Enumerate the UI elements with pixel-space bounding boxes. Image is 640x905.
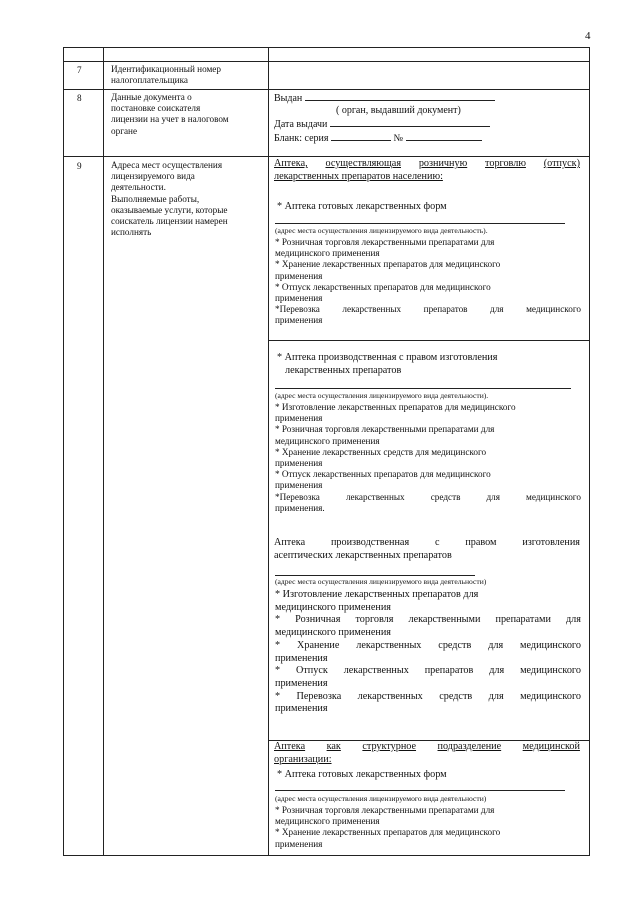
page-number: 4 [585, 30, 591, 42]
table-top-border [63, 47, 590, 48]
aseptic-section-heading: Аптека производственная с правом изготовления асептических лекарственных препаратов [274, 537, 580, 561]
table-bottom-border [63, 855, 590, 856]
issue-date-label: Дата выдачи [274, 119, 328, 130]
series-field[interactable] [331, 131, 391, 141]
application-table [63, 47, 590, 856]
medical-address-caption: (адрес места осуществления лицензируемого вида деятельности) [275, 794, 487, 803]
row-number-9: 9 [77, 161, 82, 171]
medical-activity-list: * Розничная торговля лекарственными препаратами для медицинского применения * Хранение лекарственных препаратов для медицинского применения [275, 805, 501, 849]
issued-field[interactable] [305, 91, 495, 101]
section-divider [268, 340, 590, 341]
retail-address-caption: (адрес места осуществления лицензируемого вида деятельность). [275, 226, 488, 235]
number-sign: № [393, 133, 404, 144]
blank-number-field[interactable] [406, 131, 482, 141]
row-number-7: 7 [77, 65, 82, 75]
medical-pharmacy-type: * Аптека готовых лекарственных форм [277, 769, 447, 780]
row-number-8: 8 [77, 93, 82, 103]
blank-series-label: Бланк: серия [274, 133, 329, 144]
issue-date-field[interactable] [330, 117, 490, 127]
table-right-border [589, 47, 590, 856]
aseptic-address-field[interactable] [275, 575, 475, 576]
row-divider [63, 61, 590, 62]
retail-address-field[interactable] [275, 223, 565, 224]
retail-section-heading: Аптека, осуществляющая розничную торговлю (отпуск) лекарственных препаратов населению: [274, 158, 580, 182]
aseptic-activity-list: * Изготовление лекарственных препаратов для медицинского применения * Розничная торговля лекарственными препаратами для медицинского применения * Хранение лекарственных средств для медицинского применения * Отпуск лекарственных препаратов для медицинского применения * Перевозка лекарственных средств для медицинского применения [275, 589, 581, 715]
retail-pharmacy-type: * Аптека готовых лекарственных форм [277, 201, 447, 212]
table-left-border [63, 47, 64, 856]
row8-label: Данные документа о постановке соискателя лицензии на учет в налоговом органе [111, 92, 229, 136]
row9-label: Адреса мест осуществления лицензируемого вида деятельности. Выполняемые работы, оказываемые услуги, которые соискатель лицензии намерен исполнять [111, 160, 228, 238]
production-section-heading: * Аптека производственная с правом изготовления лекарственных препаратов [277, 352, 498, 376]
production-address-field[interactable] [275, 388, 571, 389]
aseptic-address-caption: (адрес места осуществления лицензируемого вида деятельности) [275, 577, 487, 586]
row-divider [63, 89, 590, 90]
production-address-caption: (адрес места осуществления лицензируемого вида деятельности). [275, 391, 489, 400]
medical-section-heading: Аптека как структурное подразделение медицинской организации: [274, 741, 580, 765]
issued-label: Выдан [274, 93, 303, 104]
column-divider [268, 47, 269, 856]
medical-address-field[interactable] [275, 790, 565, 791]
column-divider [103, 47, 104, 856]
production-activity-list: * Изготовление лекарственных препаратов для медицинского применения * Розничная торговля лекарственными препаратами для медицинского применения * Хранение лекарственных средств для медицинского применения * Отпуск лекарственных препаратов для медицинского применения *Перевозка лекарственных средств для медицинского применения. [275, 402, 581, 513]
retail-activity-list: * Розничная торговля лекарственными препаратами для медицинского применения * Хранение лекарственных препаратов для медицинского применения * Отпуск лекарственных препаратов для медицинского применения *Перевозка лекарственных препаратов для медицинского применения [275, 237, 581, 326]
issued-caption: ( орган, выдавший документ) [336, 105, 461, 116]
tax-document-fields [274, 91, 495, 145]
row-divider [63, 156, 590, 157]
row7-label: Идентификационный номер налогоплательщика [111, 64, 221, 86]
